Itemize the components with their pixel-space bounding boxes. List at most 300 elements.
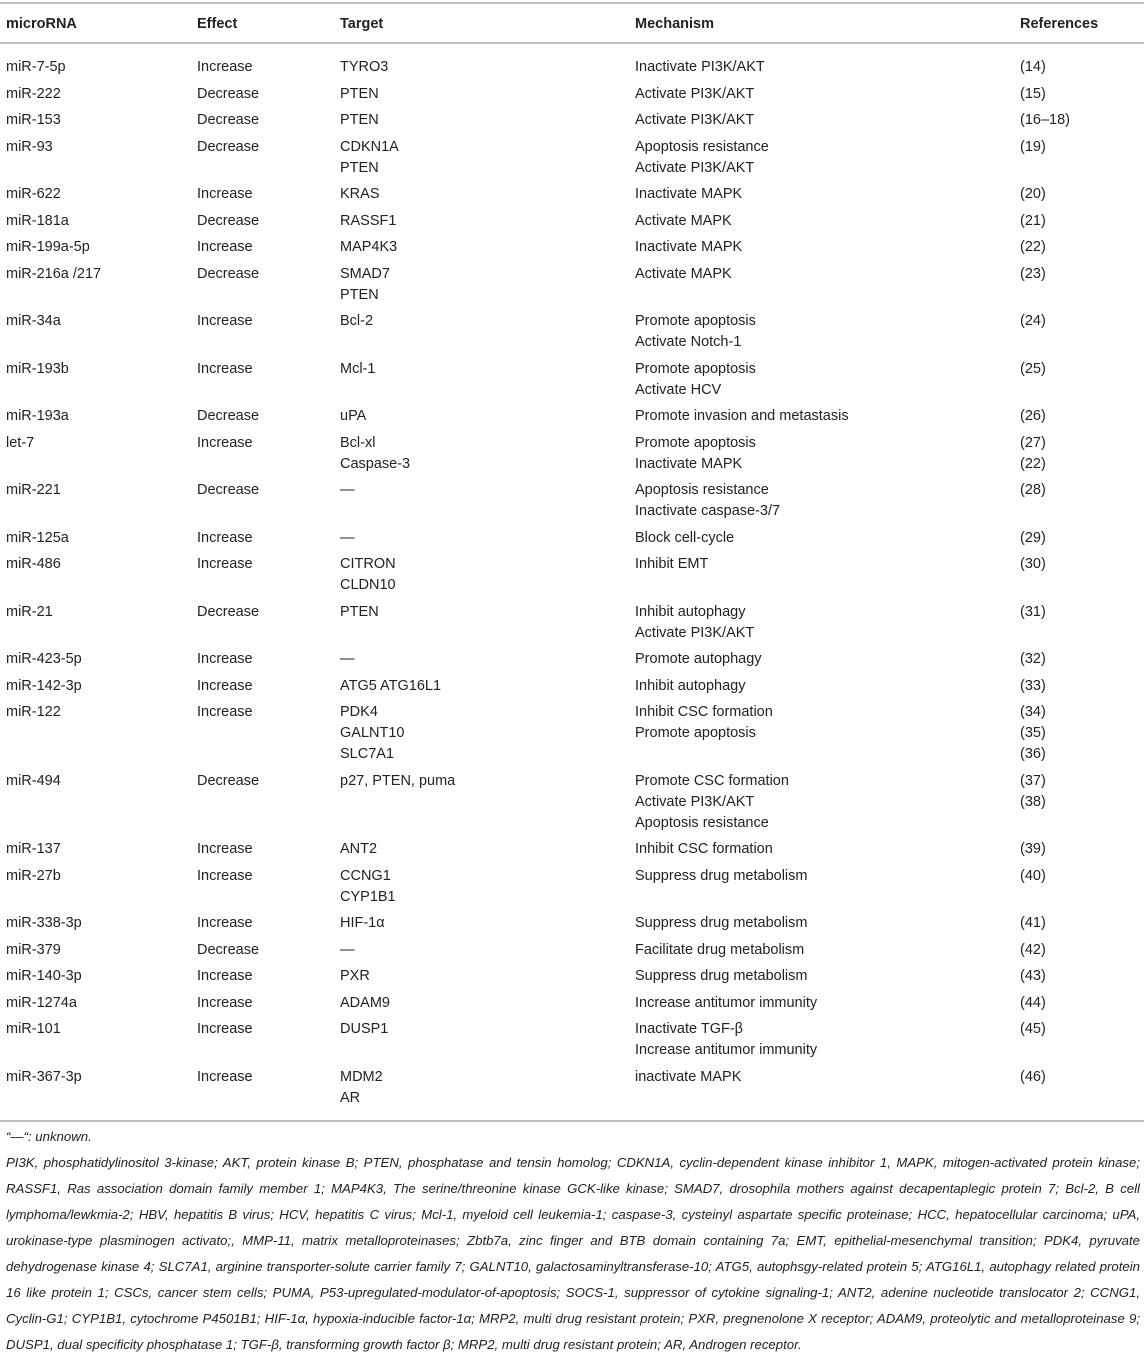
- cell-references: [1020, 43, 1144, 81]
- cell-references-line: (29): [1020, 529, 1046, 546]
- cell-references-line: (21): [1020, 212, 1046, 229]
- cell-references: [1020, 81, 1144, 108]
- cell-effect: [197, 308, 340, 356]
- cell-microrna: [0, 646, 197, 673]
- cell-effect-line: Increase: [197, 434, 253, 451]
- cell-references-line: (20): [1020, 186, 1046, 202]
- cell-microrna: [0, 910, 197, 937]
- cell-references-line: (42): [1020, 941, 1046, 958]
- cell-mechanism: [635, 525, 1020, 552]
- cell-mechanism-line: Inactivate TGF-β: [635, 1021, 743, 1037]
- cell-effect: [197, 134, 340, 182]
- cell-effect-line: Increase: [197, 968, 253, 984]
- cell-mechanism: [635, 356, 1020, 404]
- cell-references-line: (19): [1020, 138, 1046, 155]
- table-row: [0, 477, 1144, 525]
- cell-target-line: PTEN: [340, 112, 379, 128]
- cell-references: [1020, 208, 1144, 235]
- table-row: [0, 910, 1144, 937]
- table-row: [0, 990, 1144, 1017]
- cell-references: [1020, 646, 1144, 673]
- cell-target-line: AR: [340, 1089, 361, 1106]
- cell-mechanism-line: Inhibit autophagy: [635, 603, 746, 620]
- cell-target: [340, 43, 635, 81]
- cell-references-line: (15): [1020, 85, 1046, 102]
- cell-mechanism: [635, 599, 1020, 647]
- cell-mechanism-line: Promote apoptosis: [635, 434, 756, 451]
- cell-microrna: [0, 963, 197, 990]
- cell-target: [340, 525, 635, 552]
- cell-target-line: CLDN10: [340, 577, 396, 593]
- cell-mechanism: [635, 261, 1020, 309]
- cell-mechanism: [635, 43, 1020, 81]
- cell-target-line: TYRO3: [340, 59, 389, 75]
- cell-effect: [197, 599, 340, 647]
- cell-microrna-line: miR-367-3p: [6, 1068, 82, 1085]
- cell-target: [340, 551, 635, 599]
- cell-target-line: SLC7A1: [340, 746, 395, 762]
- cell-references-line: (32): [1020, 651, 1046, 667]
- cell-microrna-line: miR-21: [6, 603, 53, 620]
- cell-mechanism: [635, 768, 1020, 837]
- header-microrna: microRNA: [6, 16, 77, 32]
- header-effect: Effect: [197, 16, 238, 32]
- cell-microrna: [0, 208, 197, 235]
- cell-references-line: (24): [1020, 313, 1046, 329]
- cell-target-line: HIF-1α: [340, 915, 385, 931]
- cell-mechanism: [635, 551, 1020, 599]
- cell-mechanism-line: Apoptosis resistance: [635, 814, 769, 831]
- cell-target-line: PTEN: [340, 286, 379, 303]
- table-row: [0, 403, 1144, 430]
- header-mechanism: Mechanism: [635, 16, 714, 32]
- cell-microrna-line: miR-338-3p: [6, 915, 82, 931]
- cell-effect: [197, 699, 340, 768]
- cell-target: [340, 81, 635, 108]
- cell-mechanism-line: Suppress drug metabolism: [635, 915, 808, 931]
- cell-mechanism-line: Apoptosis resistance: [635, 138, 769, 155]
- header-target: Target: [340, 16, 384, 32]
- cell-microrna: [0, 990, 197, 1017]
- cell-effect: [197, 261, 340, 309]
- cell-mechanism-line: Facilitate drug metabolism: [635, 941, 805, 958]
- cell-target-line: ANT2: [340, 841, 378, 857]
- cell-target: [340, 261, 635, 309]
- table-row: [0, 863, 1144, 911]
- cell-microrna-line: miR-193a: [6, 408, 69, 424]
- cell-effect: [197, 234, 340, 261]
- cell-references: [1020, 673, 1144, 700]
- cell-target-line: —: [340, 941, 355, 958]
- cell-target-line: Bcl-2: [340, 313, 374, 329]
- cell-effect-line: Increase: [197, 59, 253, 75]
- cell-mechanism-line: Inactivate MAPK: [635, 186, 743, 202]
- cell-microrna: [0, 261, 197, 309]
- cell-target: [340, 910, 635, 937]
- table-row: [0, 673, 1144, 700]
- cell-effect-line: Decrease: [197, 941, 260, 958]
- cell-references-line: (44): [1020, 994, 1046, 1011]
- cell-microrna: [0, 937, 197, 964]
- table-row: [0, 234, 1144, 261]
- cell-target-line: PDK4: [340, 704, 378, 720]
- cell-effect-line: Decrease: [197, 85, 260, 102]
- cell-references-line: (25): [1020, 360, 1046, 377]
- cell-target: [340, 107, 635, 134]
- cell-references-line: (46): [1020, 1068, 1046, 1085]
- cell-references-line: (22): [1020, 455, 1046, 472]
- cell-target-line: —: [340, 651, 355, 667]
- cell-microrna: [0, 403, 197, 430]
- cell-microrna: [0, 81, 197, 108]
- cell-microrna-line: miR-622: [6, 186, 61, 202]
- footnote-unknown: “—“: unknown.: [6, 1129, 92, 1144]
- cell-mechanism-line: Inhibit CSC formation: [635, 704, 773, 720]
- cell-mechanism-line: Promote apoptosis: [635, 360, 756, 377]
- cell-mechanism: [635, 863, 1020, 911]
- cell-microrna-line: miR-423-5p: [6, 651, 82, 667]
- cell-effect-line: Increase: [197, 867, 253, 884]
- cell-target: [340, 403, 635, 430]
- cell-microrna-line: miR-193b: [6, 360, 69, 377]
- cell-effect: [197, 937, 340, 964]
- cell-references: [1020, 308, 1144, 356]
- cell-microrna-line: miR-216a /217: [6, 265, 102, 282]
- cell-microrna-line: miR-153: [6, 112, 61, 128]
- cell-effect: [197, 768, 340, 837]
- cell-target-line: uPA: [340, 408, 367, 424]
- cell-mechanism: [635, 134, 1020, 182]
- cell-references: [1020, 134, 1144, 182]
- cell-references: [1020, 477, 1144, 525]
- cell-effect: [197, 990, 340, 1017]
- cell-mechanism-line: Inactivate PI3K/AKT: [635, 59, 765, 75]
- cell-microrna: [0, 599, 197, 647]
- cell-microrna-line: let-7: [6, 434, 35, 451]
- cell-effect-line: Decrease: [197, 772, 260, 789]
- cell-microrna: [0, 673, 197, 700]
- cell-effect: [197, 836, 340, 863]
- cell-target-line: —: [340, 529, 355, 546]
- cell-effect-line: Decrease: [197, 603, 260, 620]
- cell-mechanism-line: Increase antitumor immunity: [635, 1042, 818, 1058]
- cell-target: [340, 836, 635, 863]
- cell-target: [340, 477, 635, 525]
- cell-references: [1020, 551, 1144, 599]
- cell-effect: [197, 356, 340, 404]
- cell-references: [1020, 599, 1144, 647]
- cell-effect-line: Increase: [197, 841, 253, 857]
- cell-references: [1020, 863, 1144, 911]
- cell-mechanism-line: Activate PI3K/AKT: [635, 793, 755, 810]
- cell-target-line: Mcl-1: [340, 360, 376, 377]
- cell-target-line: PTEN: [340, 603, 379, 620]
- cell-microrna-line: miR-137: [6, 841, 61, 857]
- table-footnotes: [6, 1124, 1140, 1358]
- cell-microrna: [0, 1016, 197, 1064]
- table-row: [0, 356, 1144, 404]
- cell-microrna-line: miR-221: [6, 482, 61, 498]
- cell-effect-line: Decrease: [197, 212, 260, 229]
- cell-references: [1020, 937, 1144, 964]
- cell-references-line: (40): [1020, 867, 1046, 884]
- table-row: [0, 551, 1144, 599]
- cell-mechanism-line: Promote apoptosis: [635, 725, 756, 741]
- cell-references-line: (43): [1020, 968, 1046, 984]
- table-row: [0, 525, 1144, 552]
- cell-effect-line: Increase: [197, 1021, 253, 1037]
- cell-references-line: (22): [1020, 239, 1046, 255]
- cell-mechanism: [635, 1016, 1020, 1064]
- cell-microrna: [0, 430, 197, 478]
- cell-mechanism: [635, 403, 1020, 430]
- table-row: [0, 937, 1144, 964]
- cell-mechanism: [635, 208, 1020, 235]
- table-row: [0, 308, 1144, 356]
- cell-mechanism-line: Promote autophagy: [635, 651, 762, 667]
- cell-references-line: (36): [1020, 746, 1046, 762]
- bottom-rule: [0, 1120, 1144, 1122]
- cell-effect-line: Increase: [197, 677, 253, 694]
- footnote-abbreviations: PI3K, phosphatidylinositol 3-kinase; AKT, protein kinase B; PTEN, phosphatase and tensin homolog; CDKN1A, cyclin-dependent kinase inhibitor 1, MAPK, mitogen-activated protein kinase; RASSF1, Ras association domain family member 1; MAP4K3, The serine/threonine kinase GCK-like kinase; SMAD7, drosophila mothers against decapentaplegic protein 7; Bcl-2, B cell lymphoma/lewkmia-2; HBV, hepatitis B virus; HCV, hepatitis C virus; Mcl-1, myeloid cell leukemia-1; caspase-3, cysteinyl aspartate specific proteinase; HCC, hepatocellular carcinoma; uPA, urokinase-type plasminogen activato;, MMP-11, matrix metalloproteinases; Zbtb7a, zinc finger and BTB domain containing 7a; EMT, epithelial-mesenchymal transition; PDK4, pyruvate dehydrogenase kinase 4; SLC7A1, arginine transporter-solute carrier family 7; GALNT10, galactosaminyltransferase-10; ATG5, autophsgy-related protein 5; ATG16L1, autophagy related protein 16 like protein 1; CSCs, cancer stem cells; PUMA, P53-upregulated-modulator-of-apoptosis; SOCS-1, suppressor of cytokine signaling-1; ANT2, adenine nucleotide translocator 2; CCNG1, Cyclin-G1; CYP1B1, cytochrome P4501B1; HIF-1α, hypoxia-inducible factor-1α; MRP2, multi drug resistant protein; PXR, pregnenolone X receptor; ADAM9, proteolytic and metalloproteinase 9; DUSP1, dual specificity phosphatase 1; TGF-β, transforming growth factor β; MRP2, multi drug resistant protein; AR, Androgen receptor.: [6, 1155, 1140, 1352]
- cell-target-line: CDKN1A: [340, 138, 399, 155]
- cell-mechanism: [635, 234, 1020, 261]
- cell-microrna-line: miR-494: [6, 772, 61, 789]
- cell-effect-line: Increase: [197, 360, 253, 377]
- cell-mechanism-line: Suppress drug metabolism: [635, 867, 808, 884]
- cell-target-line: ADAM9: [340, 994, 390, 1011]
- cell-target: [340, 208, 635, 235]
- cell-target-line: CCNG1: [340, 867, 391, 884]
- cell-references-line: (45): [1020, 1021, 1046, 1037]
- cell-effect-line: Decrease: [197, 408, 260, 424]
- cell-effect-line: Increase: [197, 704, 253, 720]
- cell-target: [340, 134, 635, 182]
- table-row: [0, 181, 1144, 208]
- cell-target: [340, 673, 635, 700]
- table-row: [0, 107, 1144, 134]
- cell-references-line: (27): [1020, 434, 1046, 451]
- cell-target-line: —: [340, 482, 355, 498]
- cell-microrna-line: miR-486: [6, 556, 61, 572]
- cell-mechanism-line: Inactivate MAPK: [635, 239, 743, 255]
- cell-mechanism-line: Activate PI3K/AKT: [635, 159, 755, 176]
- cell-target: [340, 308, 635, 356]
- cell-effect-line: Decrease: [197, 265, 260, 282]
- cell-mechanism-line: Activate PI3K/AKT: [635, 112, 755, 128]
- cell-microrna-line: miR-27b: [6, 867, 61, 884]
- cell-references: [1020, 356, 1144, 404]
- cell-microrna-line: miR-379: [6, 941, 61, 958]
- cell-references-line: (41): [1020, 915, 1046, 931]
- table-row: [0, 208, 1144, 235]
- table-row: [0, 768, 1144, 837]
- cell-mechanism: [635, 699, 1020, 768]
- cell-effect: [197, 208, 340, 235]
- cell-references: [1020, 261, 1144, 309]
- cell-mechanism-line: Activate Notch-1: [635, 334, 742, 350]
- cell-mechanism-line: Promote apoptosis: [635, 313, 756, 329]
- cell-target-line: p27, PTEN, puma: [340, 772, 456, 789]
- cell-mechanism-line: Inhibit autophagy: [635, 677, 746, 694]
- cell-references-line: (33): [1020, 677, 1046, 694]
- cell-effect: [197, 551, 340, 599]
- cell-target-line: DUSP1: [340, 1021, 389, 1037]
- cell-effect: [197, 477, 340, 525]
- cell-target: [340, 937, 635, 964]
- table-row: [0, 963, 1144, 990]
- cell-mechanism: [635, 646, 1020, 673]
- cell-mechanism-line: Suppress drug metabolism: [635, 968, 808, 984]
- microrna-table: [0, 5, 1144, 1111]
- cell-mechanism-line: inactivate MAPK: [635, 1068, 742, 1085]
- cell-microrna-line: miR-34a: [6, 313, 61, 329]
- cell-references: [1020, 525, 1144, 552]
- cell-target: [340, 599, 635, 647]
- cell-microrna-line: miR-125a: [6, 529, 69, 546]
- cell-mechanism: [635, 430, 1020, 478]
- cell-target-line: KRAS: [340, 186, 380, 202]
- cell-mechanism-line: Block cell-cycle: [635, 529, 735, 546]
- cell-target: [340, 963, 635, 990]
- cell-mechanism: [635, 181, 1020, 208]
- cell-effect-line: Increase: [197, 651, 253, 667]
- cell-effect-line: Increase: [197, 313, 253, 329]
- cell-target-line: SMAD7: [340, 265, 390, 282]
- cell-mechanism-line: Activate PI3K/AKT: [635, 85, 755, 102]
- cell-references: [1020, 1064, 1144, 1112]
- cell-references: [1020, 836, 1144, 863]
- cell-references-line: (34): [1020, 704, 1046, 720]
- table-row: [0, 81, 1144, 108]
- table-row: [0, 430, 1144, 478]
- cell-effect: [197, 181, 340, 208]
- cell-microrna-line: miR-101: [6, 1021, 61, 1037]
- cell-microrna: [0, 234, 197, 261]
- cell-effect-line: Increase: [197, 915, 253, 931]
- cell-references: [1020, 107, 1144, 134]
- table-row: [0, 646, 1144, 673]
- cell-target-line: GALNT10: [340, 725, 405, 741]
- cell-target-line: MAP4K3: [340, 239, 398, 255]
- cell-microrna: [0, 551, 197, 599]
- cell-references-line: (23): [1020, 265, 1046, 282]
- cell-target-line: PTEN: [340, 85, 379, 102]
- top-rule: [0, 2, 1144, 4]
- cell-effect: [197, 1016, 340, 1064]
- cell-microrna: [0, 699, 197, 768]
- cell-mechanism-line: Inactivate MAPK: [635, 455, 743, 472]
- table-row: [0, 261, 1144, 309]
- cell-mechanism-line: Inhibit CSC formation: [635, 841, 773, 857]
- cell-effect: [197, 81, 340, 108]
- cell-mechanism: [635, 107, 1020, 134]
- cell-mechanism-line: Increase antitumor immunity: [635, 994, 818, 1011]
- cell-references-line: (39): [1020, 841, 1046, 857]
- cell-mechanism-line: Activate MAPK: [635, 265, 732, 282]
- cell-references-line: (37): [1020, 772, 1046, 789]
- cell-references-line: (28): [1020, 482, 1046, 498]
- cell-mechanism: [635, 910, 1020, 937]
- cell-references: [1020, 403, 1144, 430]
- cell-mechanism: [635, 836, 1020, 863]
- cell-effect: [197, 43, 340, 81]
- cell-microrna-line: miR-142-3p: [6, 677, 82, 694]
- cell-microrna-line: miR-7-5p: [6, 59, 66, 75]
- cell-effect: [197, 646, 340, 673]
- cell-effect-line: Increase: [197, 994, 253, 1011]
- cell-target: [340, 990, 635, 1017]
- cell-target: [340, 646, 635, 673]
- cell-target: [340, 1016, 635, 1064]
- cell-microrna: [0, 181, 197, 208]
- cell-target-line: CYP1B1: [340, 888, 396, 905]
- cell-target: [340, 234, 635, 261]
- cell-references-line: (30): [1020, 556, 1046, 572]
- cell-mechanism: [635, 990, 1020, 1017]
- cell-microrna-line: miR-93: [6, 138, 53, 155]
- cell-references-line: (26): [1020, 408, 1046, 424]
- cell-target: [340, 430, 635, 478]
- cell-effect-line: Increase: [197, 1068, 253, 1085]
- cell-microrna-line: miR-199a-5p: [6, 239, 90, 255]
- cell-mechanism: [635, 477, 1020, 525]
- cell-references-line: (31): [1020, 603, 1046, 620]
- cell-mechanism: [635, 937, 1020, 964]
- cell-references: [1020, 910, 1144, 937]
- cell-mechanism-line: Inhibit EMT: [635, 556, 709, 572]
- cell-microrna: [0, 768, 197, 837]
- table-row: [0, 43, 1144, 81]
- cell-mechanism: [635, 81, 1020, 108]
- cell-references: [1020, 768, 1144, 837]
- cell-mechanism-line: Activate HCV: [635, 381, 722, 398]
- cell-target-line: Bcl-xl: [340, 434, 376, 451]
- cell-effect-line: Increase: [197, 186, 253, 202]
- cell-effect: [197, 525, 340, 552]
- cell-mechanism: [635, 308, 1020, 356]
- cell-microrna: [0, 477, 197, 525]
- cell-target-line: CITRON: [340, 556, 396, 572]
- cell-target-line: PXR: [340, 968, 370, 984]
- cell-effect-line: Decrease: [197, 138, 260, 155]
- cell-mechanism-line: Activate PI3K/AKT: [635, 624, 755, 641]
- cell-mechanism: [635, 1064, 1020, 1112]
- cell-references: [1020, 181, 1144, 208]
- cell-effect-line: Increase: [197, 556, 253, 572]
- cell-target: [340, 181, 635, 208]
- cell-mechanism-line: Apoptosis resistance: [635, 482, 769, 498]
- cell-mechanism-line: Activate MAPK: [635, 212, 732, 229]
- cell-effect: [197, 910, 340, 937]
- cell-effect-line: Decrease: [197, 112, 260, 128]
- cell-microrna-line: miR-222: [6, 85, 61, 102]
- cell-target-line: RASSF1: [340, 212, 397, 229]
- cell-target: [340, 863, 635, 911]
- cell-references: [1020, 430, 1144, 478]
- cell-microrna: [0, 134, 197, 182]
- cell-references-line: (16–18): [1020, 112, 1070, 128]
- cell-mechanism-line: Promote CSC formation: [635, 772, 789, 789]
- cell-references-line: (35): [1020, 725, 1046, 741]
- cell-mechanism: [635, 673, 1020, 700]
- cell-target-line: Caspase-3: [340, 455, 411, 472]
- cell-references: [1020, 699, 1144, 768]
- cell-target: [340, 356, 635, 404]
- cell-references-line: (38): [1020, 793, 1046, 810]
- cell-microrna-line: miR-122: [6, 704, 61, 720]
- cell-microrna: [0, 863, 197, 911]
